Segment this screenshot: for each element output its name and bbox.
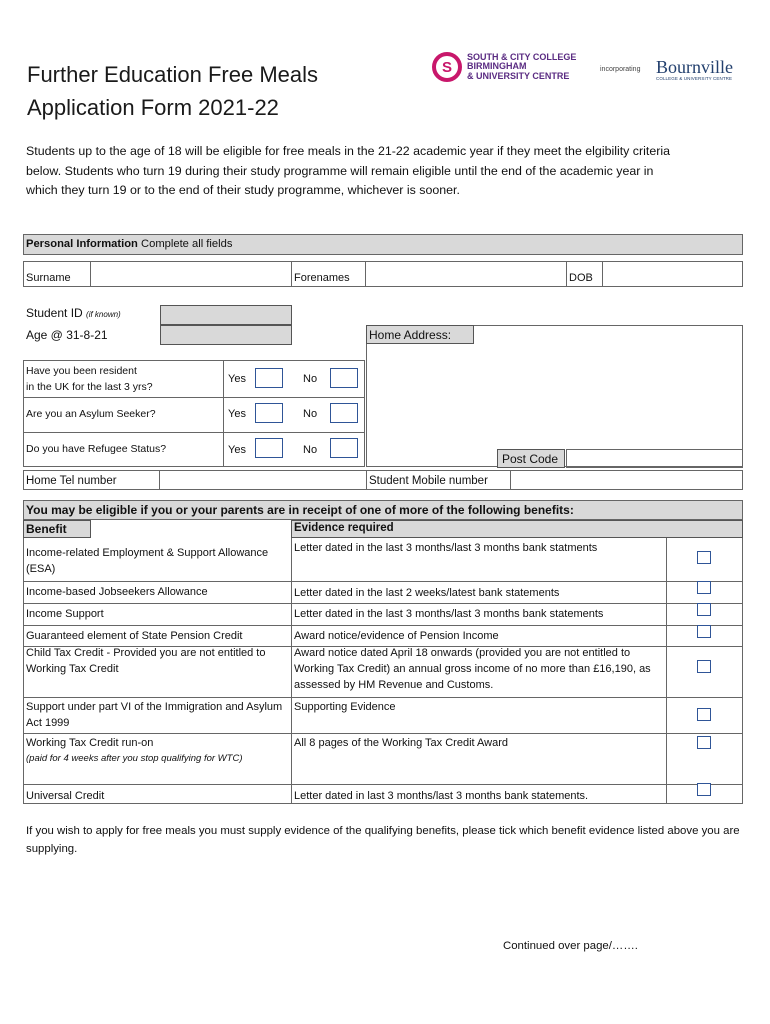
home-address-box[interactable] xyxy=(366,325,743,467)
benefit-row-immigration-support: Support under part VI of the Immigration and Asylum Act 1999 xyxy=(26,701,283,729)
surname-field[interactable] xyxy=(92,263,288,285)
resident-question-line-1: Have you been resident xyxy=(26,365,137,377)
resident-question xyxy=(26,363,153,395)
dob-label: DOB xyxy=(569,272,593,284)
refugee-question: Do you have Refugee Status? xyxy=(26,443,167,455)
asylum-no-label: No xyxy=(303,408,318,420)
student-id-label xyxy=(26,306,121,320)
evidence-row-esa: Letter dated in the last 3 months/last 3 months bank statments xyxy=(294,542,598,554)
benefits-heading: You may be eligible if you or your parents are in receipt of one of more of the following benefits: xyxy=(23,500,743,520)
bournville-logo-sub: COLLEGE & UNIVERSITY CENTRE xyxy=(656,76,733,81)
forenames-field[interactable] xyxy=(368,263,563,285)
student-id-field[interactable] xyxy=(160,305,292,325)
refugee-no-label: No xyxy=(303,444,318,456)
benefit-row-pension-credit: Guaranteed element of State Pension Credit xyxy=(26,630,243,642)
asylum-yes-label: Yes xyxy=(228,408,246,420)
post-code-label: Post Code xyxy=(497,449,565,468)
tick-box-esa[interactable] xyxy=(697,551,711,564)
evidence-row-immigration-support: Supporting Evidence xyxy=(294,701,396,713)
resident-no-label: No xyxy=(303,373,318,385)
page-title xyxy=(27,58,318,124)
asylum-yes-checkbox[interactable] xyxy=(255,403,283,423)
benefit-row-universal-credit: Universal Credit xyxy=(26,790,105,802)
evidence-row-universal-credit: Letter dated in last 3 months/last 3 months bank statements. xyxy=(294,790,589,802)
college-logo-icon: S xyxy=(432,52,462,82)
college-logo-line-1: SOUTH & CITY COLLEGE xyxy=(467,51,577,62)
personal-info-header xyxy=(23,234,743,255)
benefit-column-header: Benefit xyxy=(26,522,67,536)
benefit-row-child-tax-credit: Child Tax Credit - Provided you are not entitled to Working Tax Credit xyxy=(26,647,266,675)
incorporating-label: incorporating xyxy=(600,66,641,73)
benefit-row-jsa: Income-based Jobseekers Allowance xyxy=(26,586,208,598)
evidence-instruction: If you wish to apply for free meals you must supply evidence of the qualifying benefits, please tick which benefit evidence listed above you are supplying. xyxy=(26,825,740,855)
evidence-row-jsa: Letter dated in the last 2 weeks/latest bank statements xyxy=(294,587,560,599)
resident-yes-checkbox[interactable] xyxy=(255,368,283,388)
resident-no-checkbox[interactable] xyxy=(330,368,358,388)
forenames-label: Forenames xyxy=(294,272,350,284)
student-id-text: Student ID xyxy=(26,306,83,320)
refugee-yes-label: Yes xyxy=(228,444,246,456)
evidence-row-wtc-run-on: All 8 pages of the Working Tax Credit Award xyxy=(294,737,509,749)
resident-yes-label: Yes xyxy=(228,373,246,385)
post-code-field[interactable] xyxy=(566,449,743,468)
benefit-row-esa: Income-related Employment & Support Allowance (ESA) xyxy=(26,547,269,575)
tick-box-pension-credit[interactable] xyxy=(697,625,711,638)
college-logo xyxy=(432,52,576,82)
evidence-row-pension-credit: Award notice/evidence of Pension Income xyxy=(294,630,499,642)
home-tel-field[interactable] xyxy=(161,471,364,489)
home-tel-label: Home Tel number xyxy=(26,475,117,487)
continued-note: Continued over page/……. xyxy=(503,940,638,952)
title-line-1: Further Education Free Meals xyxy=(27,62,319,87)
refugee-yes-checkbox[interactable] xyxy=(255,438,283,458)
title-line-2: Application Form 2021-22 xyxy=(27,95,279,120)
age-label: Age @ 31-8-21 xyxy=(26,328,108,342)
tick-box-child-tax-credit[interactable] xyxy=(697,660,711,673)
student-mobile-label: Student Mobile number xyxy=(369,475,488,487)
tick-box-immigration-support[interactable] xyxy=(697,708,711,721)
tick-box-income-support[interactable] xyxy=(697,603,711,616)
benefit-row-wtc-run-on xyxy=(26,735,288,766)
bournville-logo xyxy=(656,58,733,81)
college-logo-line-3: & UNIVERSITY CENTRE xyxy=(467,70,570,81)
asylum-no-checkbox[interactable] xyxy=(330,403,358,423)
refugee-no-checkbox[interactable] xyxy=(330,438,358,458)
home-address-label: Home Address: xyxy=(366,325,474,344)
asylum-question: Are you an Asylum Seeker? xyxy=(26,408,156,420)
student-mobile-field[interactable] xyxy=(512,471,741,489)
tick-box-universal-credit[interactable] xyxy=(697,783,711,796)
tick-box-wtc-run-on[interactable] xyxy=(697,736,711,749)
evidence-row-child-tax-credit: Award notice dated April 18 onwards (provided you are not entitled to Working Tax Credit) an annual gross income of no more than £16,190, as assessed by HM Revenue and Customs. xyxy=(294,647,651,691)
benefit-wtc-run-on-note: (paid for 4 weeks after you stop qualifying for WTC) xyxy=(26,753,243,764)
student-id-note: (if known) xyxy=(86,310,121,319)
benefit-row-income-support: Income Support xyxy=(26,608,104,620)
resident-question-line-2: in the UK for the last 3 yrs? xyxy=(26,381,153,393)
personal-info-title: Personal Information xyxy=(26,238,138,250)
age-field[interactable] xyxy=(160,325,292,345)
college-logo-line-2: BIRMINGHAM xyxy=(467,61,527,72)
evidence-row-income-support: Letter dated in the last 3 months/last 3 months bank statements xyxy=(294,608,604,620)
evidence-column-header: Evidence required xyxy=(294,522,394,534)
surname-label: Surname xyxy=(26,272,71,284)
intro-paragraph: Students up to the age of 18 will be eligible for free meals in the 21-22 academic year if they meet the elgibility criteria below. Students who turn 19 during their study programme will remain eligible until the end of the academic year in which they turn 19 or to the end of their study programme, whichever is sooner. xyxy=(26,144,670,197)
bournville-logo-text: Bournville xyxy=(656,57,733,77)
tick-box-jsa[interactable] xyxy=(697,581,711,594)
dob-field[interactable] xyxy=(604,263,740,285)
benefit-wtc-run-on-title: Working Tax Credit run-on xyxy=(26,737,154,749)
personal-info-instruction: Complete all fields xyxy=(137,238,233,250)
